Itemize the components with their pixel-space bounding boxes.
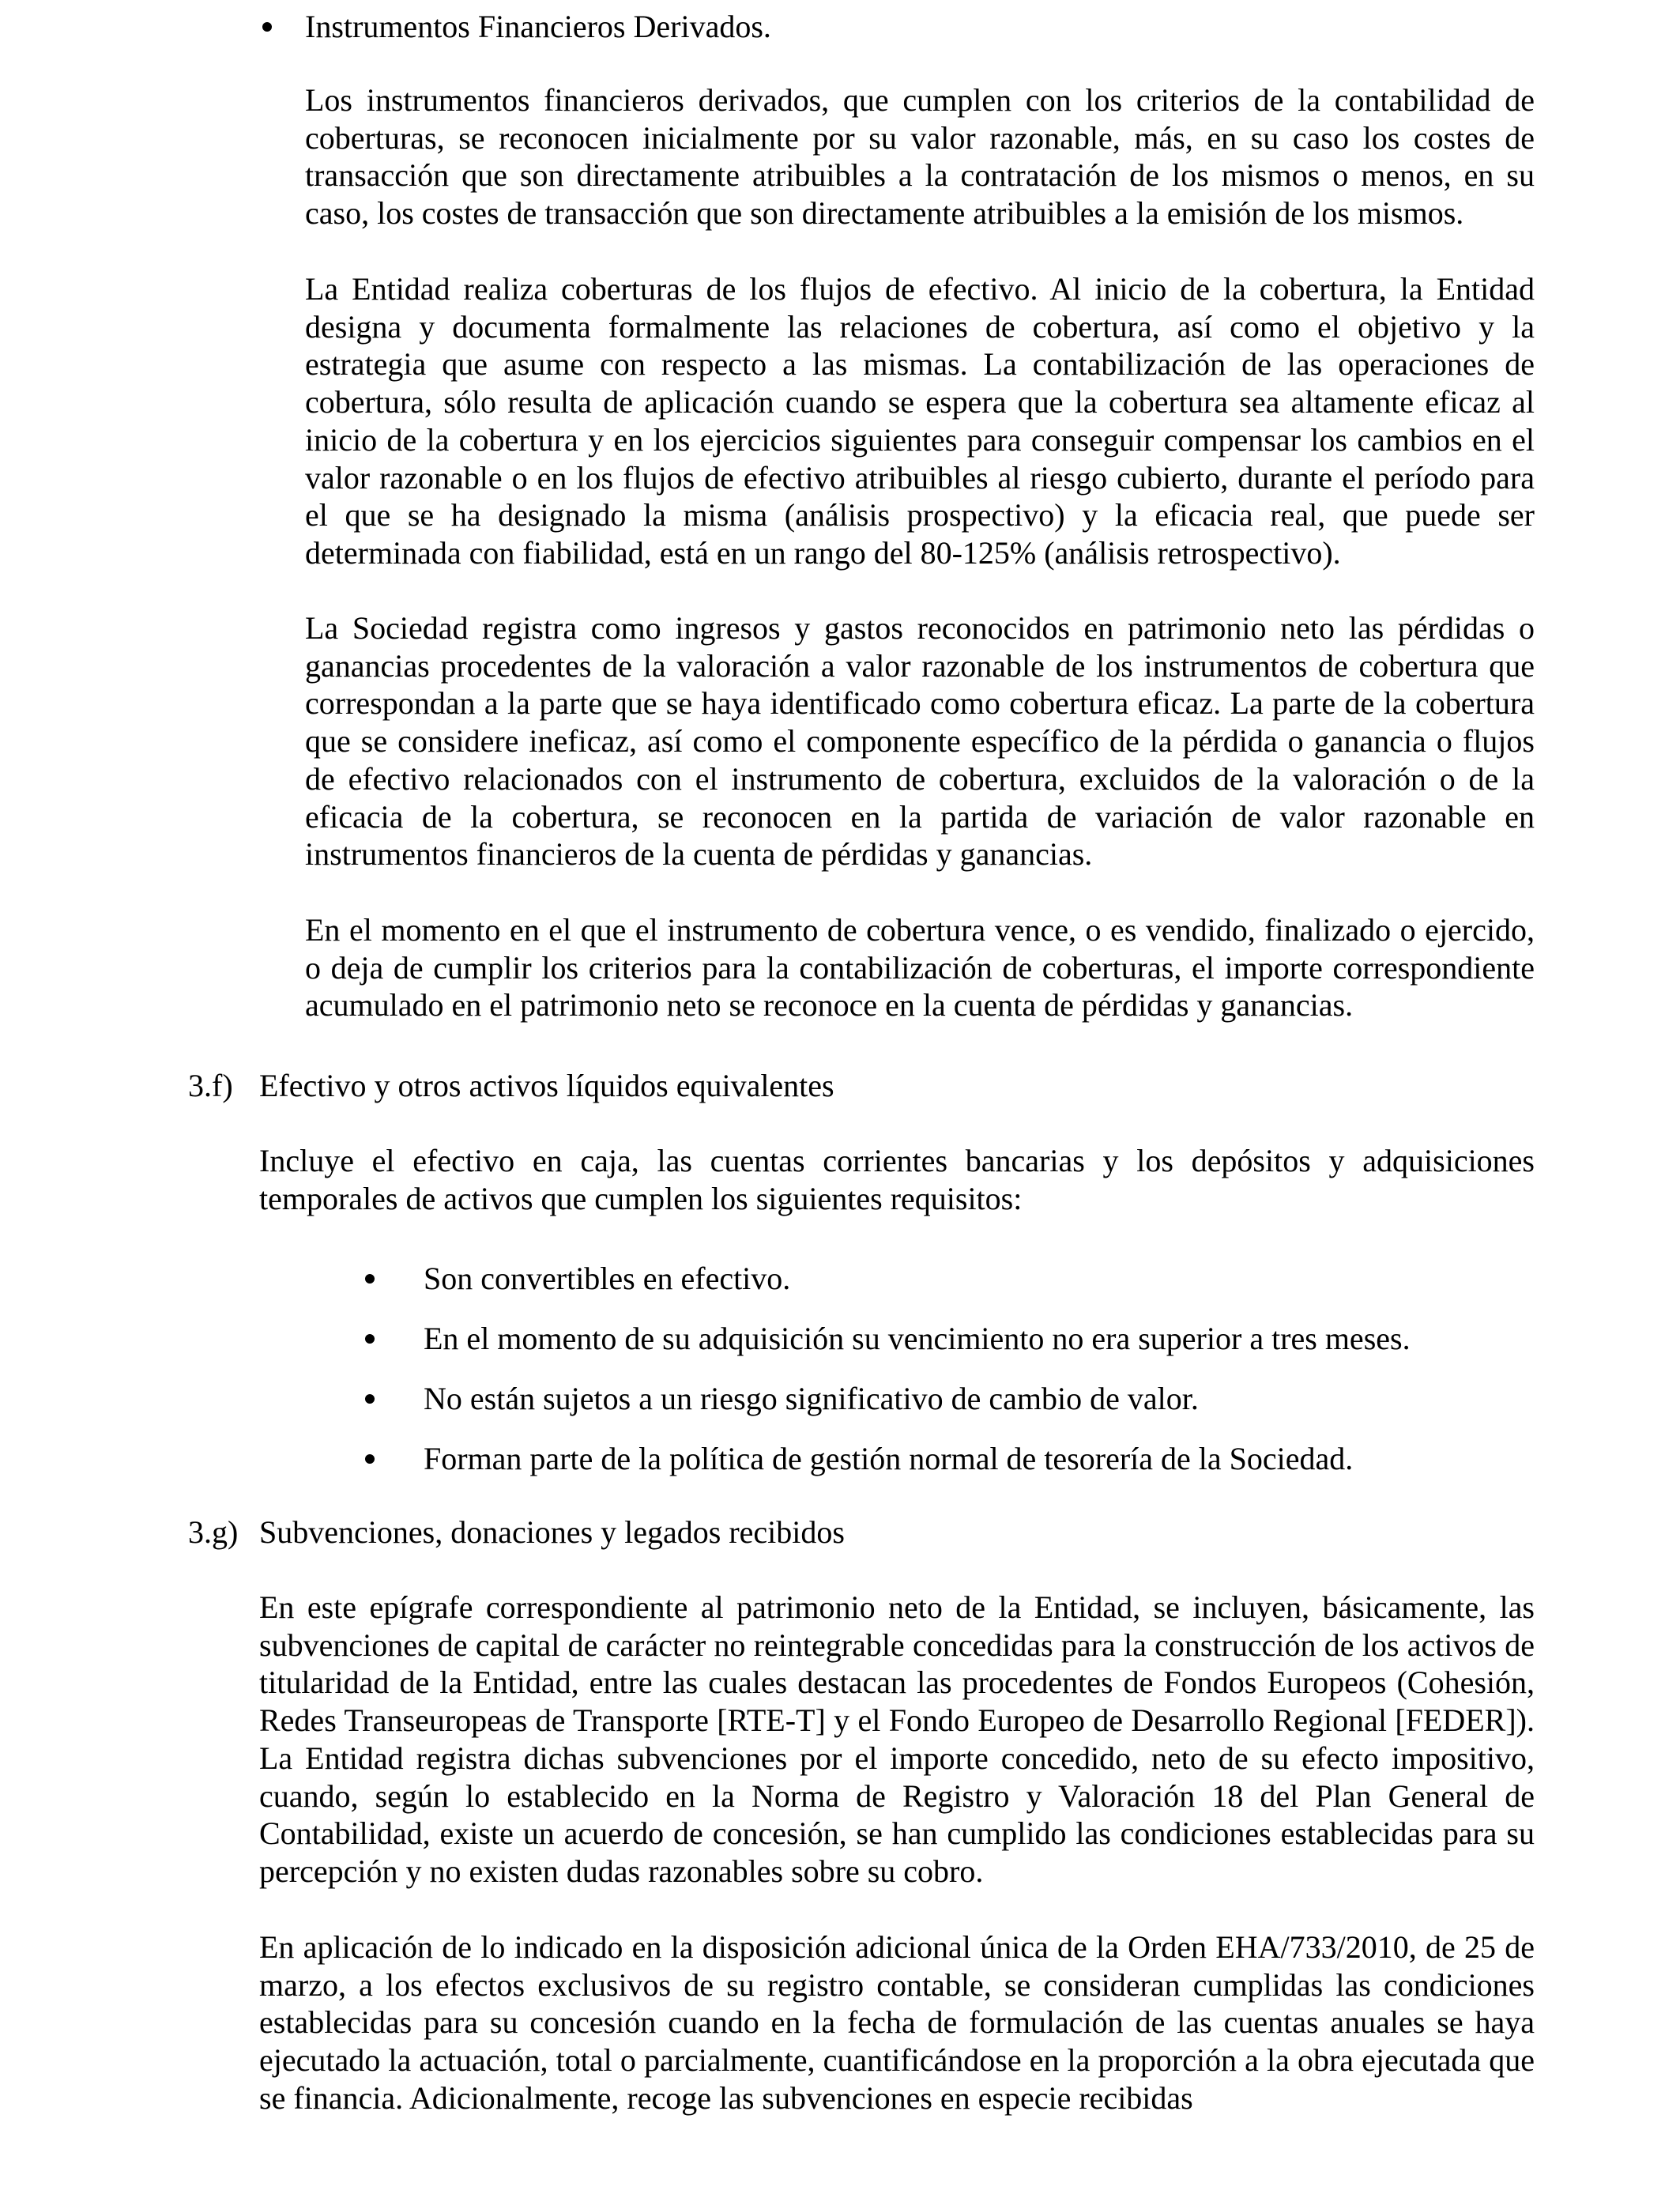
section-g-number: 3.g)	[188, 1514, 239, 1550]
section-f-intro: Incluye el efectivo en caja, las cuentas corrientes bancarias y los depósitos y adquisiciones temporales de activos que cumplen los siguientes requisitos:	[259, 1143, 1535, 1216]
bullet-icon	[365, 1394, 375, 1404]
derivados-paragraph-4: En el momento en el que el instrumento de cobertura vence, o es vendido, finalizado o ejercido, o deja de cumplir los criterios para la contabilización de coberturas, el importe correspondiente acumulado en el patrimonio neto se reconoce en la cuenta de pérdidas y ganancias.	[305, 912, 1535, 1023]
section-g-title: Subvenciones, donaciones y legados recibidos	[259, 1514, 845, 1550]
derivados-paragraph-2: La Entidad realiza coberturas de los flujos de efectivo. Al inicio de la cobertura, la Entidad designa y documenta formalmente las relaciones de cobertura, así como el objetivo y la estrategia que asume con respecto a las mismas. La contabilización de las operaciones de cobertura, sólo resulta de aplicación cuando se espera que la cobertura sea altamente eficaz al inicio de la cobertura y en los ejercicios siguientes para conseguir compensar los cambios en el valor razonable o en los flujos de efectivo atribuibles al riesgo cubierto, durante el período para el que se ha designado la misma (análisis prospectivo) y la eficacia real, que puede ser determinada con fiabilidad, está en un rango del 80-125% (análisis retrospectivo).	[305, 271, 1535, 571]
derivados-bullet-label: Instrumentos Financieros Derivados.	[305, 9, 771, 44]
bullet-icon	[262, 22, 272, 32]
list-item: En el momento de su adquisición su vencimiento no era superior a tres meses.	[424, 1321, 1411, 1356]
bullet-icon	[365, 1454, 375, 1464]
list-item: Forman parte de la política de gestión normal de tesorería de la Sociedad.	[424, 1441, 1354, 1476]
derivados-paragraph-3: La Sociedad registra como ingresos y gastos reconocidos en patrimonio neto las pérdidas o ganancias procedentes de la valoración a valor razonable de los instrumentos de cobertura que correspondan a la parte que se haya identificado como cobertura eficaz. La parte de la cobertura que se considere ineficaz, así como el componente específico de la pérdida o ganancia o flujos de efectivo relacionados con el instrumento de cobertura, excluidos de la valoración o de la eficacia de la cobertura, se reconocen en la partida de variación de valor razonable en instrumentos financieros de la cuenta de pérdidas y ganancias.	[305, 610, 1535, 873]
section-g-paragraph-2: En aplicación de lo indicado en la disposición adicional única de la Orden EHA/733/2010, de 25 de marzo, a los efectos exclusivos de su registro contable, se consideran cumplidas las condiciones establecidas para su concesión cuando en la fecha de formulación de las cuentas anuales se haya ejecutado la actuación, total o parcialmente, cuantificándose en la proporción a la obra ejecutada que se financia. Adicionalmente, recoge las subvenciones en especie recibidas	[259, 1929, 1535, 2116]
bullet-icon	[365, 1274, 375, 1284]
section-g-paragraph-1: En este epígrafe correspondiente al patrimonio neto de la Entidad, se incluyen, básicamente, las subvenciones de capital de carácter no reintegrable concedidas para la construcción de los activos de titularidad de la Entidad, entre las cuales destacan las procedentes de Fondos Europeos (Cohesión, Redes Transeuropeas de Transporte [RTE-T] y el Fondo Europeo de Desarrollo Regional [FEDER]). La Entidad registra dichas subvenciones por el importe concedido, neto de su efecto impositivo, cuando, según lo establecido en la Norma de Registro y Valoración 18 del Plan General de Contabilidad, existe un acuerdo de concesión, se han cumplido las condiciones establecidas para su percepción y no existen dudas razonables sobre su cobro.	[259, 1589, 1535, 1889]
list-item: Son convertibles en efectivo.	[424, 1261, 791, 1296]
bullet-icon	[365, 1334, 375, 1344]
section-f-number: 3.f)	[188, 1068, 233, 1103]
derivados-paragraph-1: Los instrumentos financieros derivados, que cumplen con los criterios de la contabilidad de coberturas, se reconocen inicialmente por su valor razonable, más, en su caso los costes de transacción que son directamente atribuibles a la contratación de los mismos o menos, en su caso, los costes de transacción que son directamente atribuibles a la emisión de los mismos.	[305, 82, 1535, 232]
section-f-title: Efectivo y otros activos líquidos equivalentes	[259, 1068, 834, 1103]
list-item: No están sujetos a un riesgo significativo de cambio de valor.	[424, 1381, 1199, 1416]
